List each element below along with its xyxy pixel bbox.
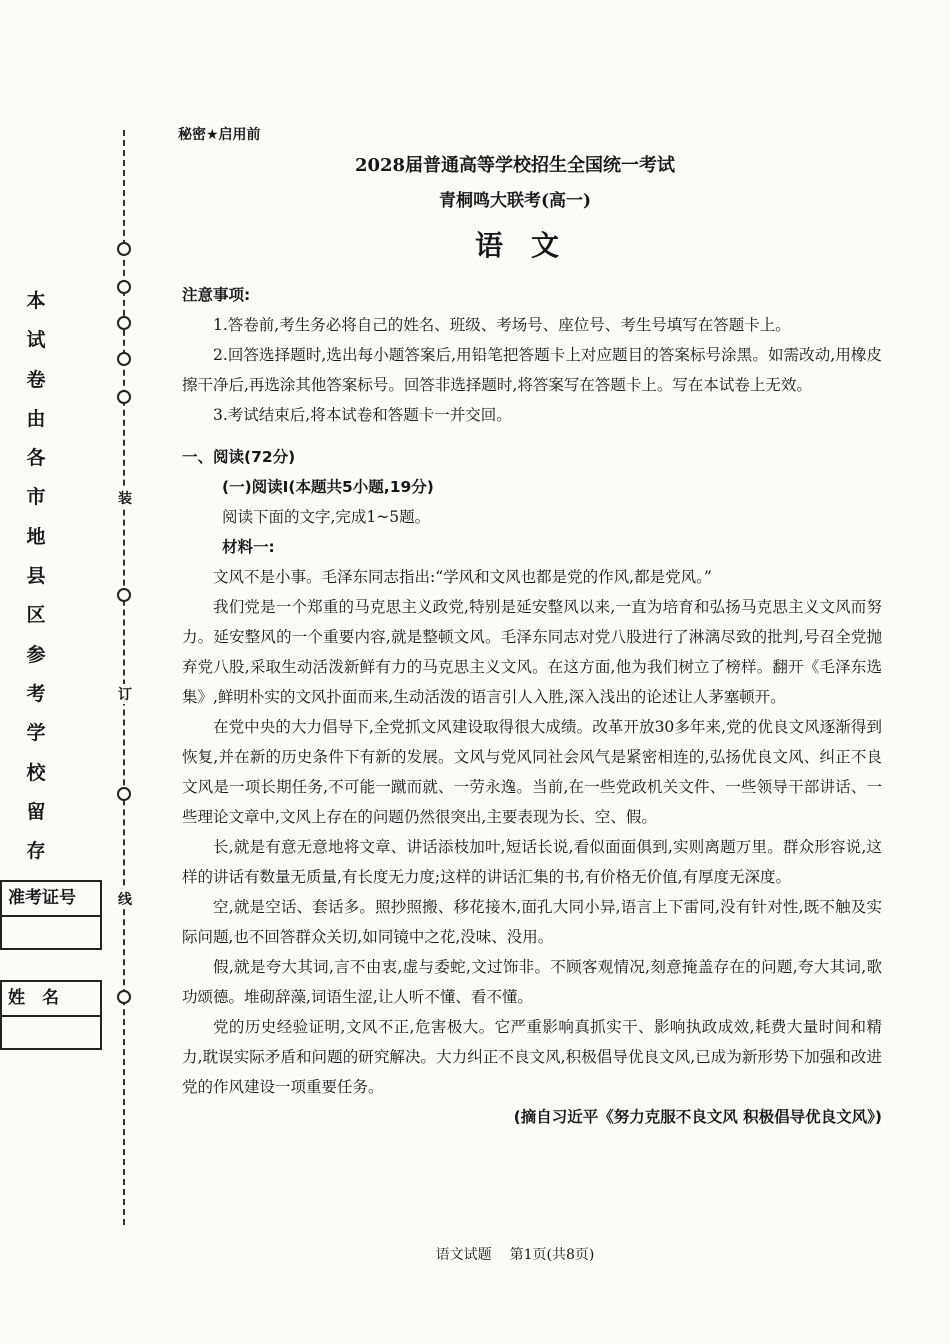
vertical-char: 本 — [26, 290, 46, 312]
vertical-retention-note — [22, 286, 50, 875]
article-paragraph: 长,就是有意无意地将文章、讲话添枝加叶,短话长说,看似面面俱到,实则离题万里。群众形容说,这样的讲话有数量无质量,有长度无力度;这样的讲话汇集的书,有价格无价值,有厚度无深度。 — [182, 838, 882, 886]
exam-id-label: 准考证号 — [2, 882, 100, 917]
exam-series: 青桐鸣大联考(高一) — [438, 191, 592, 211]
binding-mark-ding: 订 — [117, 684, 133, 704]
binding-hole — [117, 990, 131, 1004]
exam-id-box — [0, 880, 102, 950]
vertical-char: 卷 — [26, 368, 46, 391]
notice-item: 1.答卷前,考生务必将自己的姓名、班级、考场号、座位号、考生号填写在答题卡上。 — [213, 316, 791, 334]
binding-mark-zhuang: 装 — [117, 488, 133, 508]
article-paragraph: 在党中央的大力倡导下,全党抓文风建设取得很大成绩。改革开放30多年来,党的优良文风逐渐得到恢复,并在新的历史条件下有新的发展。文风与党风同社会风气是紧密相连的,弘扬优良文风、纠正不良文风是一项长期任务,不可能一蹴而就、一劳永逸。当前,在一些党政机关文件、一些领导干部讲话、一些理论文章中,文风上存在的问题仍然很突出,主要表现为长、空、假。 — [182, 718, 882, 826]
vertical-char: 试 — [26, 329, 46, 352]
subsection-title: (一)阅读Ⅰ(本题共5小题,19分) — [222, 478, 434, 496]
binding-hole — [117, 390, 131, 404]
vertical-char: 校 — [26, 761, 46, 784]
article-paragraph: 假,就是夸大其词,言不由衷,虚与委蛇,文过饰非。不顾客观情况,刻意掩盖存在的问题,夸大其词,歌功颂德。堆砌辞藻,词语生涩,让人听不懂、看不懂。 — [182, 958, 882, 1006]
footer-page-info: 第1页(共8页) — [509, 1247, 595, 1263]
vertical-char: 各 — [26, 447, 46, 470]
binding-hole — [117, 352, 131, 366]
vertical-char: 留 — [26, 800, 46, 823]
binding-hole — [117, 787, 131, 801]
section-title: 一、阅读(72分) — [182, 448, 296, 466]
vertical-char: 市 — [26, 486, 46, 509]
reading-instruction: 阅读下面的文字,完成1~5题。 — [222, 508, 431, 526]
name-label: 姓 名 — [2, 982, 100, 1017]
vertical-char: 区 — [26, 604, 46, 627]
secret-label: 秘密★启用前 — [178, 127, 261, 143]
article-source: (摘自习近平《努力克服不良文风 积极倡导优良文风》) — [513, 1108, 882, 1126]
article-paragraph: 党的历史经验证明,文风不正,危害极大。它严重影响真抓实干、影响执政成效,耗费大量时间和精力,耽误实际矛盾和问题的研究解决。大力纠正不良文风,积极倡导优良文风,已成为新形势下加强和改进党的作风建设一项重要任务。 — [182, 1018, 882, 1096]
article-paragraph: 空,就是空话、套话多。照抄照搬、移花接木,面孔大同小异,语言上下雷同,没有针对性,既不触及实际问题,也不回答群众关切,如同镜中之花,没味、没用。 — [182, 898, 882, 946]
notice-heading: 注意事项: — [182, 286, 251, 304]
vertical-char: 参 — [26, 643, 46, 666]
vertical-char: 地 — [26, 525, 46, 548]
article-paragraph: 我们党是一个郑重的马克思主义政党,特别是延安整风以来,一直为培育和弘扬马克思主义文风而努力。延安整风的一个重要内容,就是整顿文风。毛泽东同志对党八股进行了淋漓尽致的批判,号召全党抛弃党八股,采取生动活泼新鲜有力的马克思主义文风。在这方面,他为我们树立了榜样。翻开《毛泽东选集》,鲜明朴实的文风扑面而来,生动活泼的语言引人入胜,深入浅出的论述让人茅塞顿开。 — [182, 598, 882, 706]
page-footer — [0, 1244, 950, 1264]
notice-item: 2.回答选择题时,选出每小题答案后,用铅笔把答题卡上对应题目的答案标号涂黑。如需改动,用橡皮擦干净后,再选涂其他答案标号。回答非选择题时,将答案写在答题卡上。写在本试卷上无效。 — [182, 346, 882, 394]
page-content — [182, 280, 882, 1132]
binding-hole — [117, 588, 131, 602]
vertical-char: 存 — [26, 840, 46, 863]
notice-item: 3.考试结束后,将本试卷和答题卡一并交回。 — [213, 406, 512, 424]
vertical-char: 考 — [26, 682, 46, 705]
subject-title: 语文 — [474, 229, 587, 262]
exam-title: 2028届普通高等学校招生全国统一考试 — [354, 155, 676, 176]
vertical-char: 学 — [26, 722, 46, 745]
article-paragraph: 文风不是小事。毛泽东同志指出:“学风和文风也都是党的作风,都是党风。” — [213, 568, 712, 586]
binding-mark-xian: 线 — [117, 889, 133, 909]
binding-hole — [117, 316, 131, 330]
binding-hole — [117, 280, 131, 294]
vertical-char: 由 — [26, 407, 46, 430]
material-label: 材料一: — [222, 538, 275, 556]
vertical-char: 县 — [26, 565, 46, 588]
name-box — [0, 980, 102, 1050]
binding-line — [123, 130, 125, 1225]
footer-subject: 语文试题 — [435, 1247, 492, 1263]
